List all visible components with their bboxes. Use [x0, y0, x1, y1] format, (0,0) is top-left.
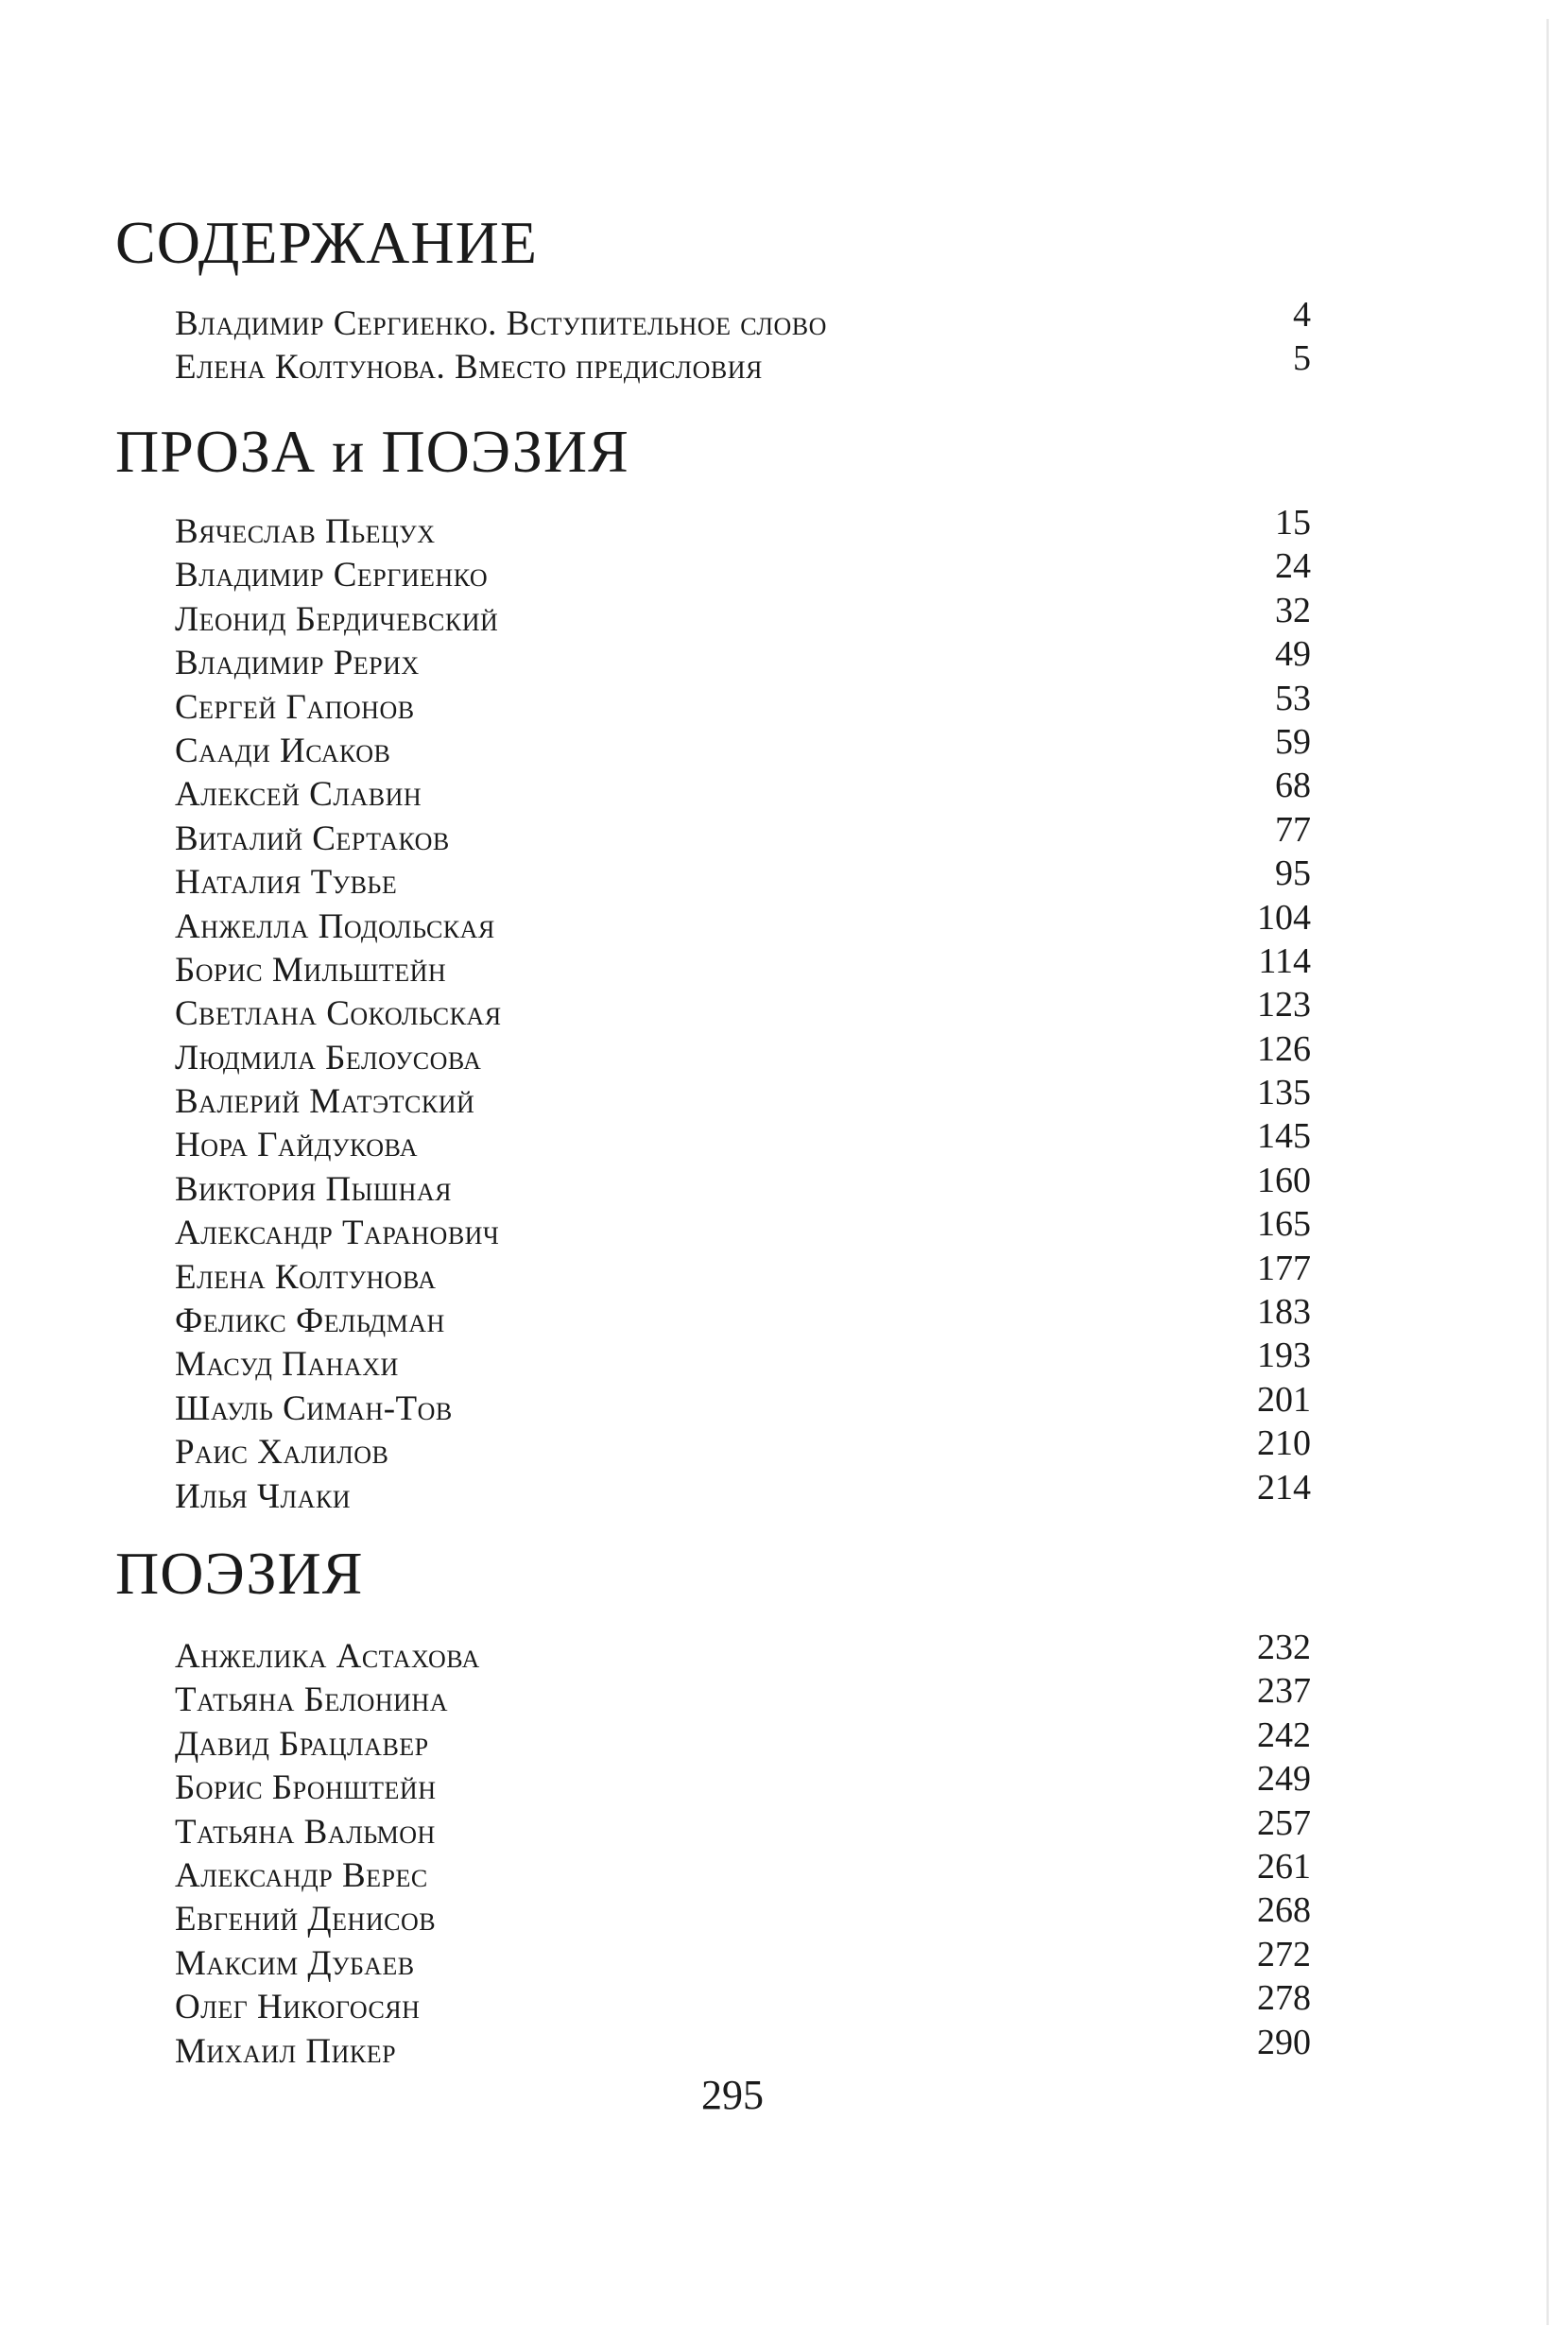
toc-entry-title: Сергей Гапонов	[175, 687, 415, 727]
toc-entry-title: Александр Таранович	[175, 1214, 500, 1253]
toc-entry-title: Владимир Сергиенко. Вступительное слово	[175, 304, 827, 343]
toc-entry-page: 114	[1258, 940, 1311, 981]
section-entries-prose-poetry	[0, 503, 1568, 1519]
toc-entry[interactable]	[0, 1467, 1568, 1519]
toc-entry-page: 261	[1257, 1846, 1311, 1887]
toc-entry-title: Елена Колтунова	[175, 1257, 437, 1297]
toc-entry-title: Валерий Матэтский	[175, 1082, 475, 1122]
toc-entry-page: 24	[1275, 546, 1311, 587]
toc-entry[interactable]	[0, 1978, 1568, 2029]
toc-entry-title: Анжелика Астахова	[175, 1637, 480, 1676]
toc-entry-title: Нора Гайдукова	[175, 1126, 419, 1165]
toc-entry-title: Анжелла Подольская	[175, 906, 495, 946]
toc-entry-page: 257	[1257, 1802, 1311, 1843]
toc-entry-page: 160	[1257, 1160, 1311, 1200]
toc-entry-title: Леонид Бердичевский	[175, 599, 499, 639]
toc-entry[interactable]	[0, 295, 1568, 346]
toc-entry-page: 214	[1257, 1467, 1311, 1508]
toc-entry[interactable]	[0, 853, 1568, 905]
toc-entry-page: 53	[1275, 678, 1311, 718]
toc-entry[interactable]	[0, 1934, 1568, 1986]
toc-entry[interactable]	[0, 766, 1568, 817]
toc-entry-page: 210	[1257, 1423, 1311, 1464]
toc-entry-title: Владимир Рерих	[175, 644, 420, 683]
toc-entry-page: 272	[1257, 1934, 1311, 1974]
toc-entry[interactable]	[0, 1292, 1568, 1343]
toc-entry[interactable]	[0, 1336, 1568, 1387]
toc-entry-title: Борис Мильштейн	[175, 950, 447, 990]
toc-entry-page: 165	[1257, 1204, 1311, 1245]
toc-entry-title: Вячеслав Пьецух	[175, 512, 436, 551]
section-title-main: ПОЭЗИЯ	[115, 1540, 364, 1607]
toc-entry-page: 242	[1257, 1715, 1311, 1755]
toc-entry[interactable]	[0, 1890, 1568, 1941]
toc-entry-page: 32	[1275, 590, 1311, 630]
toc-entry-title: Феликс Фельдман	[175, 1301, 445, 1341]
toc-entry-title: Александр Верес	[175, 1855, 428, 1895]
toc-entry-title: Саади Исаков	[175, 731, 391, 770]
toc-entry-title: Татьяна Вальмон	[175, 1812, 436, 1852]
toc-entry[interactable]	[0, 1715, 1568, 1767]
section-title-rest: ПОЭЗИЯ	[381, 418, 629, 485]
toc-entry[interactable]	[0, 1423, 1568, 1474]
toc-entry-page: 249	[1257, 1759, 1311, 1800]
toc-entry-title: Татьяна Белонина	[175, 1680, 448, 1720]
toc-entry[interactable]	[0, 1759, 1568, 1810]
toc-entry[interactable]	[0, 1628, 1568, 1679]
toc-entry[interactable]	[0, 721, 1568, 773]
toc-entry[interactable]	[0, 1248, 1568, 1300]
toc-entry-page: 268	[1257, 1890, 1311, 1931]
toc-entry-page: 4	[1293, 295, 1311, 335]
toc-entry-title: Давид Брацлавер	[175, 1724, 429, 1764]
toc-entry[interactable]	[0, 985, 1568, 1036]
toc-entry-title: Наталия Тувье	[175, 863, 398, 903]
toc-entry-title: Михаил Пикер	[175, 2031, 397, 2071]
toc-entry-title: Алексей Славин	[175, 775, 422, 815]
toc-entry-page: 278	[1257, 1978, 1311, 2019]
toc-entry[interactable]	[0, 634, 1568, 685]
toc-entry-page: 183	[1257, 1292, 1311, 1333]
toc-entry-title: Елена Колтунова. Вместо предисловия	[175, 348, 763, 388]
toc-entry[interactable]	[0, 1846, 1568, 1898]
toc-entry[interactable]	[0, 338, 1568, 389]
section-entries-contents	[0, 295, 1568, 390]
toc-entry-page: 59	[1275, 721, 1311, 762]
toc-entry[interactable]	[0, 897, 1568, 949]
toc-entry[interactable]	[0, 1073, 1568, 1124]
toc-entry[interactable]	[0, 1204, 1568, 1255]
toc-entry-title: Виталий Сертаков	[175, 819, 450, 858]
toc-entry-page: 104	[1257, 897, 1311, 938]
toc-entry[interactable]	[0, 809, 1568, 861]
toc-entry-page: 237	[1257, 1671, 1311, 1712]
toc-entry[interactable]	[0, 1802, 1568, 1854]
toc-entry-title: Масуд Панахи	[175, 1345, 399, 1385]
section-title-conjunction: и	[332, 418, 366, 485]
section-title-prose-poetry	[115, 419, 629, 485]
toc-entry-page: 49	[1275, 634, 1311, 675]
toc-entry[interactable]	[0, 1379, 1568, 1431]
toc-entry-title: Олег Никогосян	[175, 1988, 421, 2027]
toc-entry-page: 232	[1257, 1628, 1311, 1667]
toc-entry[interactable]	[0, 503, 1568, 554]
toc-entry[interactable]	[0, 546, 1568, 597]
toc-entry[interactable]	[0, 1028, 1568, 1080]
toc-entry-page: 77	[1275, 809, 1311, 850]
toc-entry-title: Евгений Денисов	[175, 1900, 437, 1939]
section-title-contents	[115, 210, 538, 276]
toc-entry-page: 126	[1257, 1028, 1311, 1069]
toc-entry[interactable]	[0, 1160, 1568, 1212]
toc-entry[interactable]	[0, 940, 1568, 992]
toc-entry[interactable]	[0, 590, 1568, 642]
toc-entry-page: 68	[1275, 766, 1311, 806]
toc-entry-title: Владимир Сергиенко	[175, 556, 489, 595]
toc-entry-page: 177	[1257, 1248, 1311, 1288]
toc-entry-page: 15	[1275, 503, 1311, 543]
toc-entry-page: 95	[1275, 853, 1311, 894]
toc-entry-title: Максим Дубаев	[175, 1943, 415, 1983]
section-title-main: СОДЕРЖАНИЕ	[115, 209, 538, 276]
section-title-main: ПРОЗА	[115, 418, 317, 485]
toc-entry-page: 145	[1257, 1116, 1311, 1157]
toc-entry-page: 193	[1257, 1336, 1311, 1376]
toc-entry-page: 201	[1257, 1379, 1311, 1420]
toc-entry-title: Светлана Сокольская	[175, 994, 502, 1034]
toc-entry-title: Илья Члаки	[175, 1476, 352, 1516]
toc-entry[interactable]	[0, 678, 1568, 730]
toc-entry-title: Виктория Пышная	[175, 1169, 452, 1209]
page-number: 295	[701, 2072, 764, 2118]
toc-entry-page: 135	[1257, 1073, 1311, 1113]
toc-entry[interactable]	[0, 1671, 1568, 1722]
toc-entry-title: Людмила Белоусова	[175, 1038, 482, 1077]
toc-entry-title: Шауль Симан-Тов	[175, 1388, 453, 1428]
section-title-poetry	[115, 1541, 363, 1607]
toc-entry-page: 123	[1257, 985, 1311, 1026]
toc-entry-page: 5	[1293, 338, 1311, 379]
toc-entry-page: 290	[1257, 2022, 1311, 2062]
toc-entry-title: Борис Бронштейн	[175, 1768, 437, 1808]
toc-entry-title: Раис Халилов	[175, 1433, 389, 1473]
toc-entry[interactable]	[0, 2022, 1568, 2074]
section-entries-poetry	[0, 1628, 1568, 2074]
toc-entry[interactable]	[0, 1116, 1568, 1167]
